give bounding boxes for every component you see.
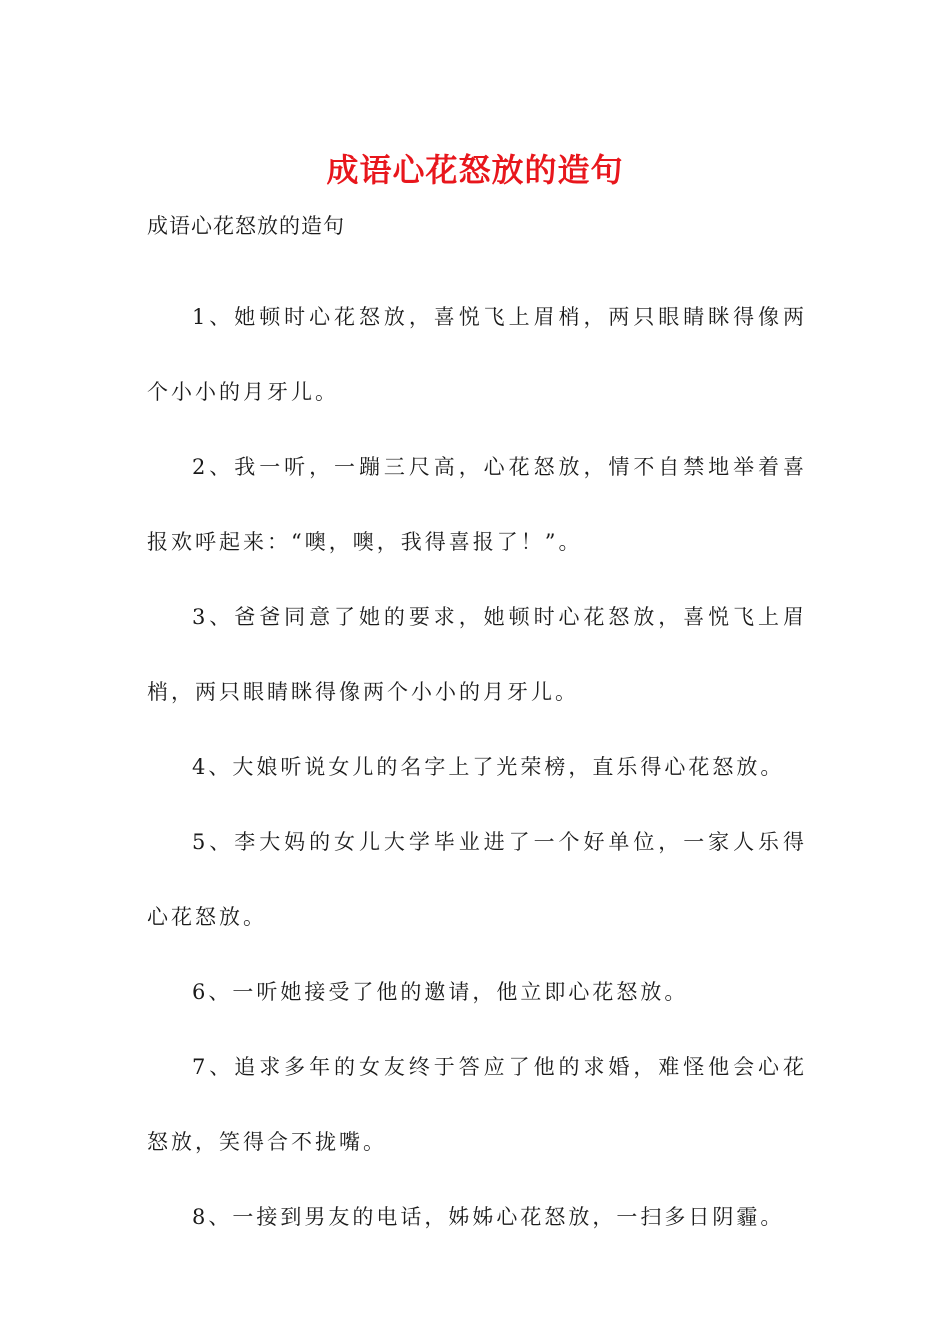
page-title: 成语心花怒放的造句	[326, 151, 624, 189]
sentence-item: 7、追求多年的女友终于答应了他的求婚，难怪他会心花怒放，笑得合不拢嘴。	[147, 1055, 807, 1154]
sentence-item: 8、一接到男友的电话，姊姊心花怒放，一扫多日阴霾。	[192, 1205, 785, 1229]
sentence-item: 4、大娘听说女儿的名字上了光荣榜，直乐得心花怒放。	[192, 755, 785, 779]
sentence-item: 6、一听她接受了他的邀请，他立即心花怒放。	[192, 980, 689, 1004]
sentence-item: 5、李大妈的女儿大学毕业进了一个好单位，一家人乐得心花怒放。	[147, 830, 807, 929]
sentence-item: 2、我一听，一蹦三尺高，心花怒放，情不自禁地举着喜报欢呼起来：“噢，噢，我得喜报了！”。	[147, 455, 807, 554]
sentence-list	[147, 280, 807, 1255]
document-subtitle: 成语心花怒放的造句	[147, 214, 345, 238]
sentence-item: 3、爸爸同意了她的要求，她顿时心花怒放，喜悦飞上眉梢，两只眼睛眯得像两个小小的月牙儿。	[147, 605, 807, 704]
sentence-item: 1、她顿时心花怒放，喜悦飞上眉梢，两只眼睛眯得像两个小小的月牙儿。	[147, 305, 807, 404]
